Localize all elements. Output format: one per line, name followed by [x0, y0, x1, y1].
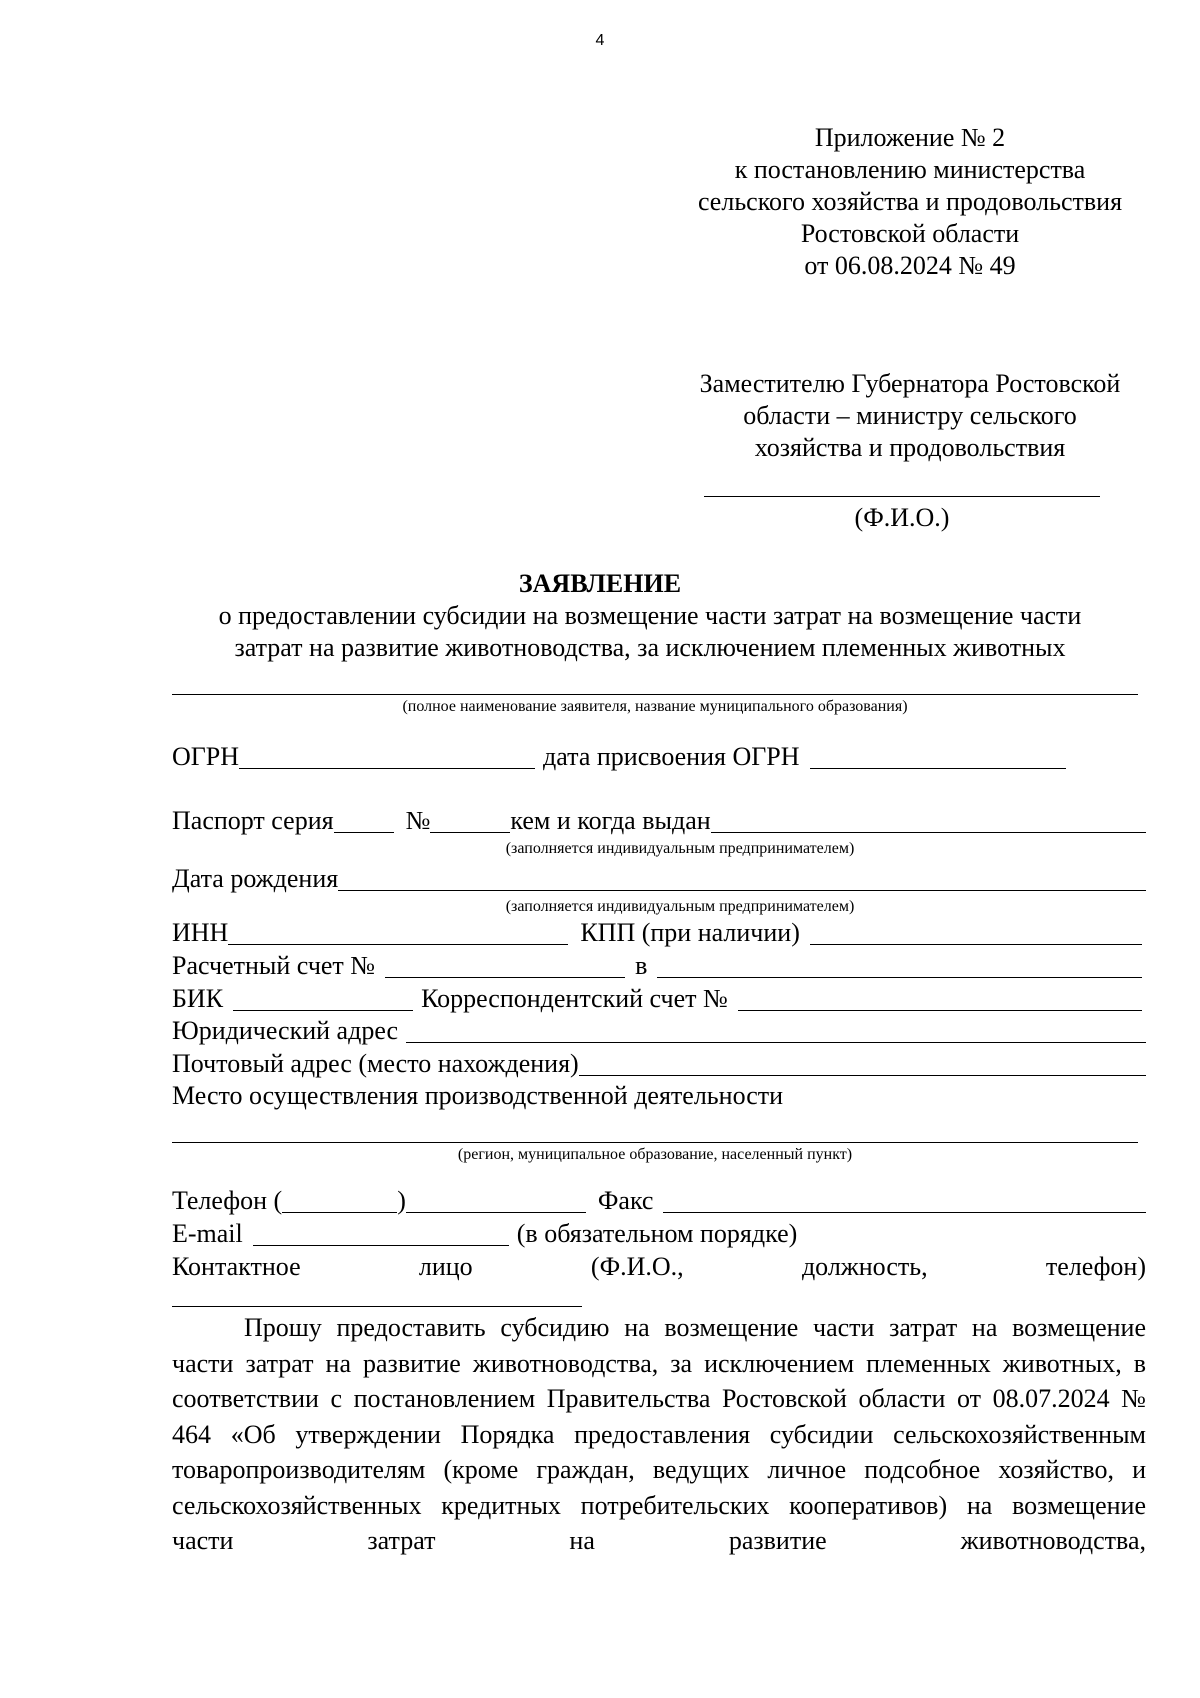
activity-place-field[interactable] — [172, 1142, 1138, 1143]
contact-person-field[interactable] — [172, 1306, 582, 1307]
ogrn-row — [172, 742, 1092, 772]
inn-field[interactable] — [228, 920, 568, 945]
addressee-line: области – министру сельского — [743, 401, 1077, 430]
corr-account-label: Корреспондентский счет № — [421, 984, 728, 1013]
annex-line: к постановлению министерства — [734, 155, 1086, 184]
contact-word: телефон) — [1045, 1252, 1146, 1281]
contact-word: лицо — [418, 1252, 473, 1281]
birth-date-row — [172, 864, 1146, 894]
annex-line: от 06.08.2024 № 49 — [804, 251, 1016, 280]
fax-label: Факс — [597, 1186, 654, 1215]
kpp-label: КПП (при наличии) — [580, 918, 800, 947]
phone-field[interactable] — [406, 1188, 586, 1213]
addressee-line: Заместителю Губернатора Ростовской — [699, 369, 1121, 398]
phone-label: Телефон ( — [172, 1186, 283, 1215]
legal-address-label: Юридический адрес — [172, 1016, 399, 1045]
email-row — [172, 1219, 872, 1249]
ip-note: (заполняется индивидуальным предпринимателем) — [505, 898, 855, 915]
passport-issued-label: кем и когда выдан — [510, 806, 711, 835]
addressee-block — [640, 368, 1180, 464]
contact-word: (Ф.И.О., — [590, 1252, 684, 1281]
fax-field[interactable] — [663, 1188, 1146, 1213]
annex-block — [640, 122, 1180, 282]
subtitle-line: затрат на развитие животноводства, за исключением племенных животных — [234, 633, 1066, 662]
email-note: (в обязательном порядке) — [516, 1219, 798, 1248]
activity-place-row — [172, 1081, 1146, 1111]
passport-number-label: № — [405, 806, 431, 835]
postal-address-row — [172, 1049, 1146, 1079]
activity-place-label: Место осуществления производственной деятельности — [172, 1081, 784, 1110]
birth-date-label: Дата рождения — [172, 864, 339, 893]
contact-word: должность, — [801, 1252, 928, 1281]
applicant-note: (полное наименование заявителя, название муниципального образования) — [402, 698, 908, 715]
ogrn-date-label: дата присвоения ОГРН — [543, 742, 800, 771]
passport-number-field[interactable] — [430, 808, 510, 833]
annex-line: Приложение № 2 — [814, 123, 1006, 152]
inn-label: ИНН — [172, 918, 229, 947]
email-field[interactable] — [253, 1221, 509, 1246]
contact-row — [172, 1252, 1146, 1282]
postal-address-field[interactable] — [579, 1051, 1146, 1076]
page-number: 4 — [595, 32, 605, 49]
annex-line: Ростовской области — [800, 219, 1020, 248]
inn-row — [172, 918, 1142, 948]
account-bank-label: в — [635, 951, 648, 980]
kpp-field[interactable] — [810, 920, 1142, 945]
account-row — [172, 951, 1142, 981]
account-label: Расчетный счет № — [172, 951, 376, 980]
account-field[interactable] — [385, 953, 625, 978]
region-note: (регион, муниципальное образование, населенный пункт) — [457, 1146, 853, 1163]
legal-address-field[interactable] — [406, 1018, 1146, 1043]
passport-series-label: Паспорт серия — [172, 806, 334, 835]
annex-line: сельского хозяйства и продовольствия — [697, 187, 1123, 216]
addressee-line: хозяйства и продовольствия — [754, 433, 1066, 462]
ogrn-label: ОГРН — [172, 742, 240, 771]
passport-series-field[interactable] — [334, 808, 394, 833]
email-label: E-mail — [172, 1219, 243, 1248]
document-subtitle — [150, 600, 1150, 664]
phone-code-field[interactable] — [282, 1188, 397, 1213]
passport-row — [172, 806, 1146, 836]
addressee-fio-field[interactable] — [704, 496, 1100, 497]
applicant-name-field[interactable] — [172, 694, 1138, 695]
account-bank-field[interactable] — [657, 953, 1142, 978]
request-paragraph: Прошу предоставить субсидию на возмещение части затрат на возмещение части затрат на развитие животноводства, за исключением племенных животных, в соответствии с постановлением Правительства Ростовской области от 08.07.2024 № 464 «Об утверждении Порядка предоставления субсидии сельскохозяйственным товаропроизводителям (кроме граждан, ведущих личное подсобное хозяйство, и сельскохозяйственных кредитных потребительских кооперативов) на возмещение части затрат на развитие животноводства, — [172, 1313, 1146, 1555]
legal-address-row — [172, 1016, 1146, 1046]
postal-address-label: Почтовый адрес (место нахождения) — [172, 1049, 579, 1078]
subtitle-line: о предоставлении субсидии на возмещение части затрат на возмещение части — [218, 601, 1082, 630]
corr-account-field[interactable] — [738, 986, 1142, 1011]
ogrn-field[interactable] — [239, 744, 535, 769]
bik-field[interactable] — [233, 986, 413, 1011]
ogrn-date-field[interactable] — [810, 744, 1066, 769]
ip-note: (заполняется индивидуальным предпринимателем) — [505, 840, 855, 857]
phone-close: ) — [397, 1186, 406, 1215]
addressee-fio-label: (Ф.И.О.) — [854, 503, 950, 532]
contact-word: Контактное — [172, 1252, 301, 1281]
birth-date-field[interactable] — [338, 866, 1146, 891]
bik-row — [172, 984, 1142, 1014]
passport-issued-field[interactable] — [711, 808, 1146, 833]
phone-row — [172, 1186, 1146, 1216]
document-title: ЗАЯВЛЕНИЕ — [518, 569, 682, 598]
bik-label: БИК — [172, 984, 224, 1013]
